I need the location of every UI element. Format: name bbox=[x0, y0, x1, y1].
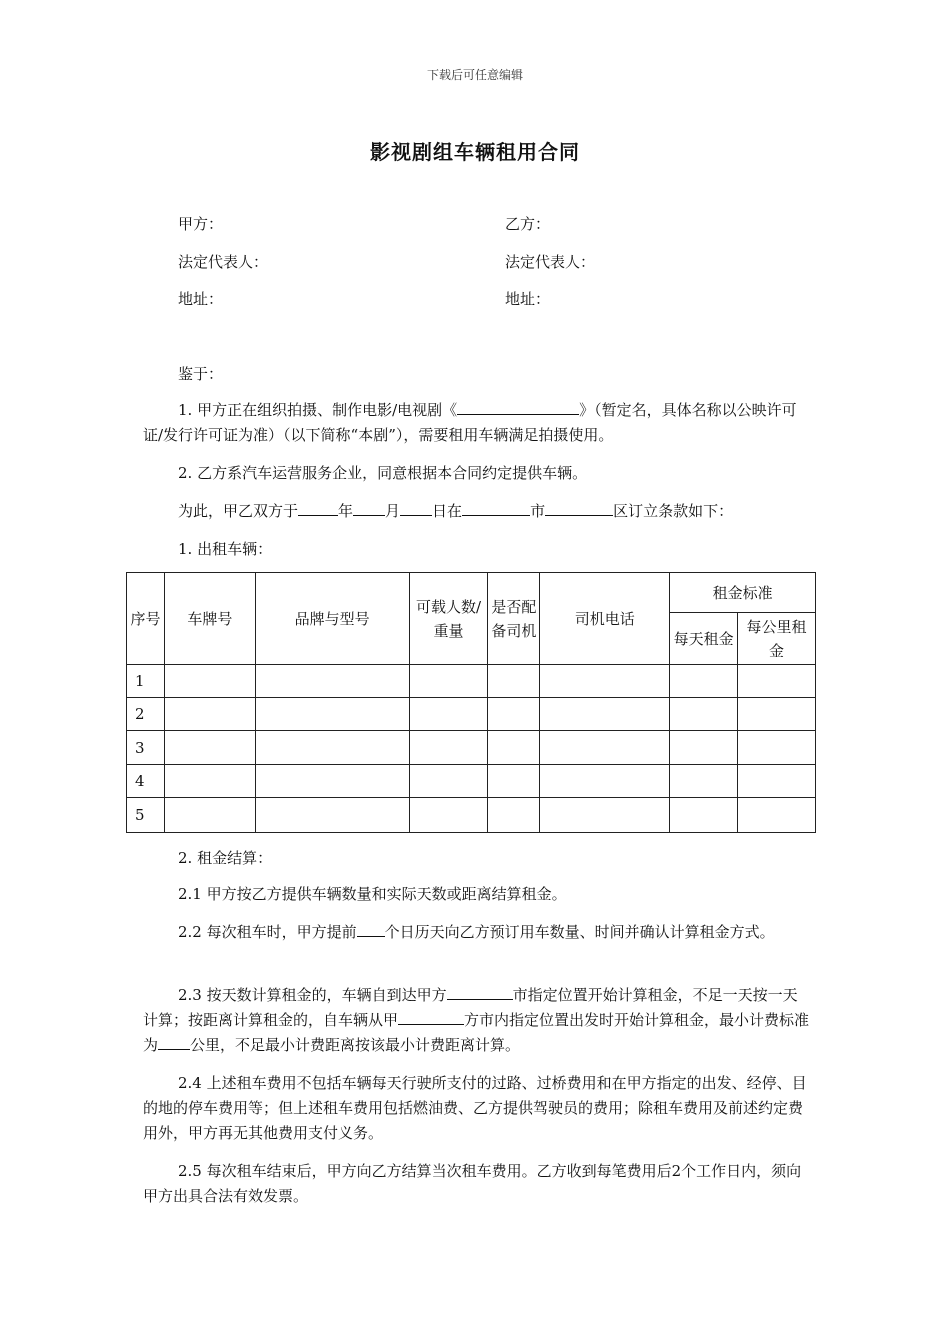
whereas-item-1 bbox=[143, 398, 811, 448]
party-b-address-label: 地址： bbox=[505, 290, 551, 308]
agreement-text-district: 区订立条款如下： bbox=[613, 502, 734, 520]
section-1-title: 1. 出租车辆： bbox=[178, 540, 273, 558]
per-km-cell[interactable] bbox=[738, 731, 816, 765]
min-km-blank bbox=[158, 1033, 190, 1050]
party-a-city-blank bbox=[447, 983, 513, 1000]
capacity-cell[interactable] bbox=[409, 665, 488, 698]
header-rent-standard: 租金标准 bbox=[670, 573, 816, 613]
party-a-representative-label: 法定代表人： bbox=[178, 253, 269, 271]
section-2-title: 2. 租金结算： bbox=[178, 849, 273, 867]
driver-cell[interactable] bbox=[488, 765, 540, 798]
party-b-representative-label: 法定代表人： bbox=[505, 253, 596, 271]
party-b-label: 乙方： bbox=[505, 215, 551, 233]
header-rent-per-day: 每天租金 bbox=[670, 613, 738, 665]
capacity-cell[interactable] bbox=[409, 765, 488, 798]
driver-cell[interactable] bbox=[488, 731, 540, 765]
header-rent-per-km: 每公里租金 bbox=[738, 613, 816, 665]
whereas-item-2: 2. 乙方系汽车运营服务企业，同意根据本合同约定提供车辆。 bbox=[178, 464, 588, 482]
clause-2-4: 2.4 上述租车费用不包括车辆每天行驶所支付的过路、过桥费用和在甲方指定的出发、经停、目的地的停车费用等；但上述租车费用包括燃油费、乙方提供驾驶员的费用；除租车费用及前述约定费用外，甲方再无其他费用支付义务。 bbox=[143, 1074, 807, 1142]
brand-cell[interactable] bbox=[255, 731, 409, 765]
clause-2-2-part-a: 2.2 每次租车时，甲方提前 bbox=[178, 923, 357, 941]
clause-2-2 bbox=[143, 920, 811, 945]
phone-cell[interactable] bbox=[540, 798, 670, 833]
header-driver-phone: 司机电话 bbox=[540, 573, 670, 665]
days-in-advance-blank bbox=[357, 920, 385, 937]
phone-cell[interactable] bbox=[540, 731, 670, 765]
plate-cell[interactable] bbox=[164, 698, 255, 731]
plate-cell[interactable] bbox=[164, 665, 255, 698]
whereas-item-1-part-a: 1. 甲方正在组织拍摄、制作电影/电视剧《 bbox=[178, 401, 458, 419]
clause-2-3-part-d: 公里，不足最小计费距离按该最小计费距离计算。 bbox=[190, 1036, 521, 1054]
per-day-cell[interactable] bbox=[670, 765, 738, 798]
capacity-cell[interactable] bbox=[409, 798, 488, 833]
brand-cell[interactable] bbox=[255, 798, 409, 833]
vehicle-table bbox=[126, 572, 816, 833]
per-km-cell[interactable] bbox=[738, 765, 816, 798]
clause-2-1: 2.1 甲方按乙方提供车辆数量和实际天数或距离结算租金。 bbox=[178, 885, 567, 903]
brand-cell[interactable] bbox=[255, 665, 409, 698]
party-a-address-label: 地址： bbox=[178, 290, 224, 308]
per-day-cell[interactable] bbox=[670, 731, 738, 765]
header-capacity: 可载人数/重量 bbox=[409, 573, 488, 665]
per-km-cell[interactable] bbox=[738, 665, 816, 698]
year-blank bbox=[298, 499, 338, 516]
phone-cell[interactable] bbox=[540, 698, 670, 731]
per-km-cell[interactable] bbox=[738, 798, 816, 833]
per-day-cell[interactable] bbox=[670, 665, 738, 698]
district-blank bbox=[545, 499, 613, 516]
row-number: 4 bbox=[127, 765, 165, 798]
header-seq: 序号 bbox=[127, 573, 165, 665]
header-plate: 车牌号 bbox=[164, 573, 255, 665]
agreement-line bbox=[143, 499, 811, 524]
per-day-cell[interactable] bbox=[670, 698, 738, 731]
clause-2-3-part-a: 2.3 按天数计算租金的，车辆自到达甲方 bbox=[178, 986, 447, 1004]
plate-cell[interactable] bbox=[164, 731, 255, 765]
row-number: 5 bbox=[127, 798, 165, 833]
whereas-item-1-part-b: 》（暂定名，具体名称以公映许可证/发行许可证为准）（以下简称“本剧”），需要租用车辆满足拍摄使用。 bbox=[143, 401, 797, 444]
plate-cell[interactable] bbox=[164, 798, 255, 833]
brand-cell[interactable] bbox=[255, 765, 409, 798]
row-number: 2 bbox=[127, 698, 165, 731]
agreement-text-year: 年 bbox=[338, 502, 354, 520]
phone-cell[interactable] bbox=[540, 765, 670, 798]
agreement-text-city: 市 bbox=[530, 502, 546, 520]
header-brand-model: 品牌与型号 bbox=[255, 573, 409, 665]
clause-2-5: 2.5 每次租车结束后，甲方向乙方结算当次租车费用。乙方收到每笔费用后2个工作日内，须向甲方出具合法有效发票。 bbox=[143, 1162, 802, 1205]
row-number: 1 bbox=[127, 665, 165, 698]
capacity-cell[interactable] bbox=[409, 731, 488, 765]
clause-2-3-part-c: 方市内指定位置出发时开始计算租金，最小计费标准为 bbox=[143, 1011, 810, 1054]
document-title: 影视剧组车辆租用合同 bbox=[370, 140, 580, 164]
header-note: 下载后可任意编辑 bbox=[426, 68, 523, 82]
driver-cell[interactable] bbox=[488, 798, 540, 833]
agreement-text-1: 为此，甲乙双方于 bbox=[178, 502, 299, 520]
whereas-label: 鉴于： bbox=[178, 365, 224, 383]
plate-cell[interactable] bbox=[164, 765, 255, 798]
header-driver-provided: 是否配备司机 bbox=[488, 573, 540, 665]
phone-cell[interactable] bbox=[540, 665, 670, 698]
driver-cell[interactable] bbox=[488, 665, 540, 698]
month-blank bbox=[353, 499, 385, 516]
agreement-text-month: 月 bbox=[385, 502, 401, 520]
driver-cell[interactable] bbox=[488, 698, 540, 731]
row-number: 3 bbox=[127, 731, 165, 765]
clause-2-3-part-b: 市指定位置开始计算租金，不足一天按一天计算；按距离计算租金的，自车辆从甲 bbox=[143, 986, 798, 1029]
city-blank bbox=[462, 499, 530, 516]
day-blank bbox=[400, 499, 432, 516]
brand-cell[interactable] bbox=[255, 698, 409, 731]
agreement-text-day: 日在 bbox=[432, 502, 463, 520]
per-day-cell[interactable] bbox=[670, 798, 738, 833]
clause-2-2-part-b: 个日历天向乙方预订用车数量、时间并确认计算租金方式。 bbox=[384, 923, 775, 941]
drama-name-blank bbox=[457, 398, 579, 415]
party-a-label: 甲方： bbox=[178, 215, 224, 233]
capacity-cell[interactable] bbox=[409, 698, 488, 731]
party-a-city-blank-2 bbox=[398, 1008, 464, 1025]
per-km-cell[interactable] bbox=[738, 698, 816, 731]
clause-2-3 bbox=[143, 983, 811, 1058]
